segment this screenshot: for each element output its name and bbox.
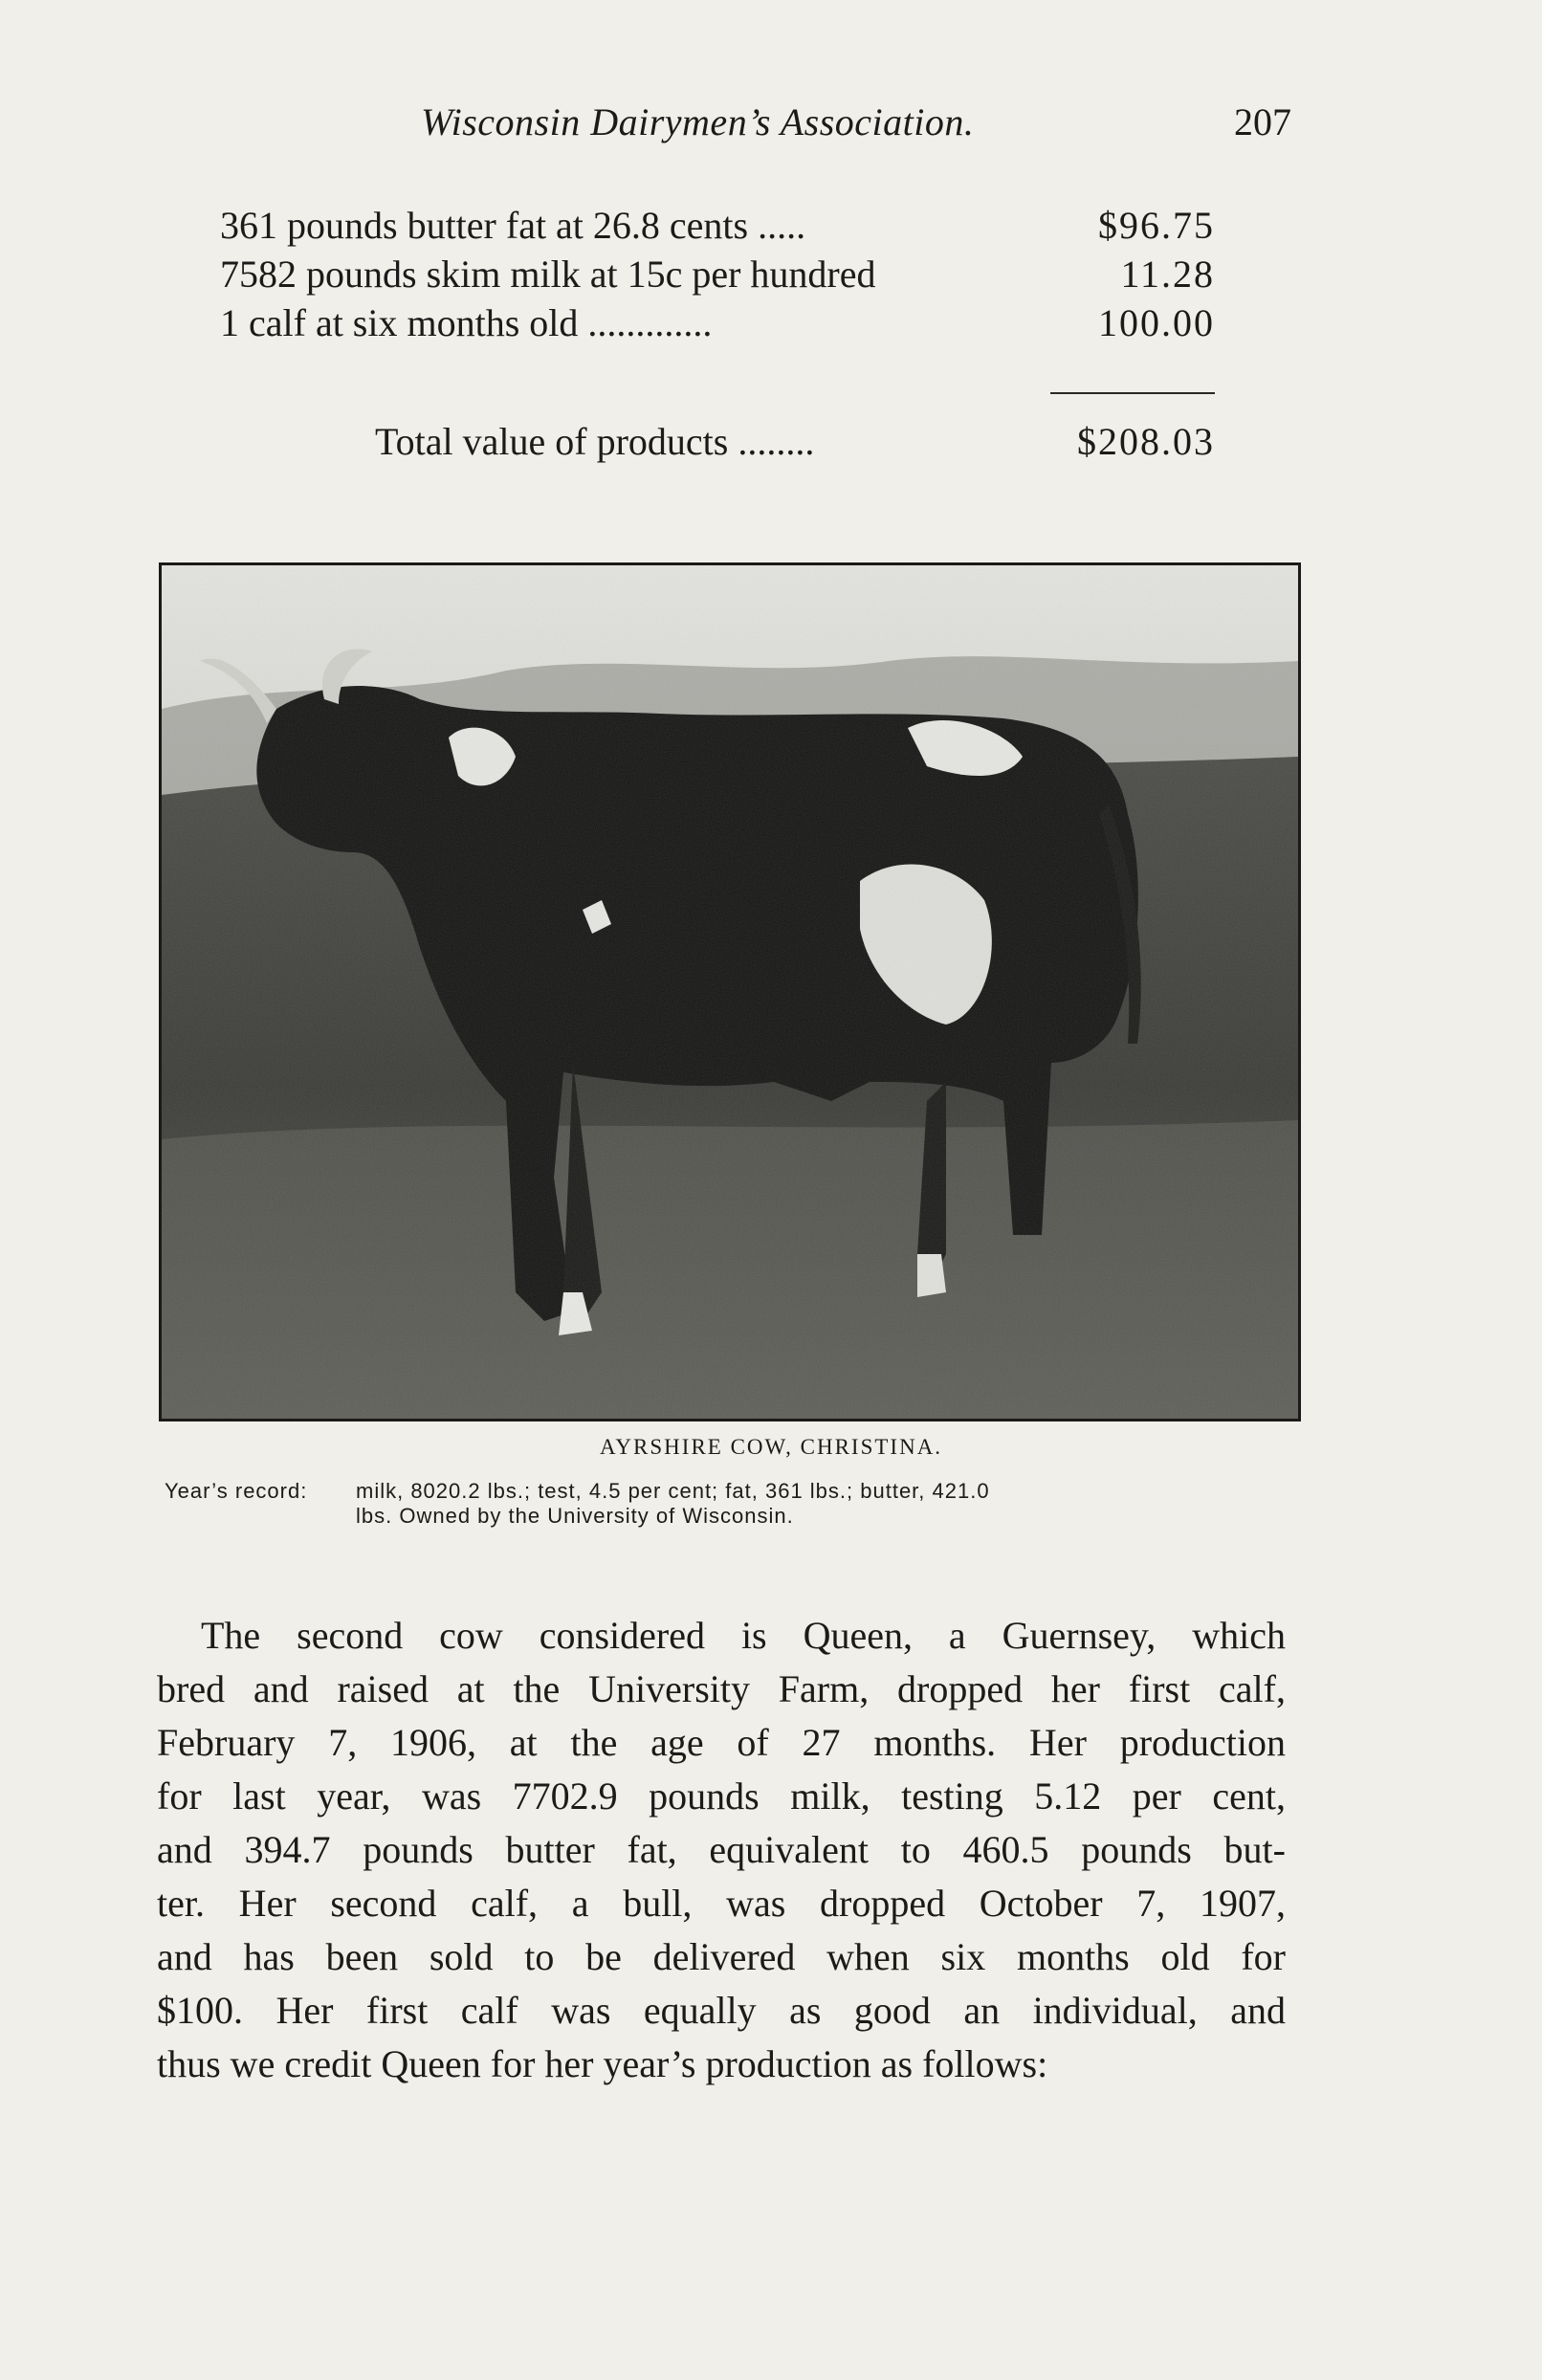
sum-rule <box>1050 392 1215 394</box>
ledger-row <box>220 252 1215 300</box>
ledger-total-description: Total value of products ........ <box>375 420 815 463</box>
paragraph-line: $100. Her first calf was equally as good an individual, and <box>157 1989 1286 2032</box>
figure-caption-title: AYRSHIRE COW, CHRISTINA. <box>599 1435 943 1459</box>
paragraph-line: for last year, was 7702.9 pounds milk, testing 5.12 per cent, <box>157 1774 1286 1818</box>
cow-photograph <box>159 562 1301 1421</box>
page-number: 207 <box>1234 100 1291 143</box>
paragraph-line: The second cow considered is Queen, a Guernsey, which <box>201 1614 1286 1657</box>
ledger-amount: 100.00 <box>1098 301 1215 344</box>
paragraph-line: and has been sold to be delivered when six months old for <box>157 1935 1286 1978</box>
caption-line: milk, 8020.2 lbs.; test, 4.5 per cent; fat, 361 lbs.; butter, 421.0 <box>356 1479 990 1503</box>
paragraph-line: ter. Her second calf, a bull, was dropped October 7, 1907, <box>157 1882 1286 1925</box>
ledger-total-row <box>220 419 1215 468</box>
paragraph-line: and 394.7 pounds butter fat, equivalent to 460.5 pounds but- <box>157 1828 1286 1871</box>
cow-photograph-image <box>162 565 1298 1419</box>
caption-line: lbs. Owned by the University of Wisconsin. <box>356 1504 794 1528</box>
ledger-description: 1 calf at six months old ............. <box>220 301 713 344</box>
paragraph-line: bred and raised at the University Farm, dropped her first calf, <box>157 1667 1286 1710</box>
ledger-amount: 11.28 <box>1120 253 1215 296</box>
paragraph-line: thus we credit Queen for her year’s production as follows: <box>157 2042 1048 2085</box>
ledger-description: 7582 pounds skim milk at 15c per hundred <box>220 253 876 296</box>
paragraph-line: February 7, 1906, at the age of 27 months. Her production <box>157 1721 1286 1764</box>
products-ledger <box>220 203 1215 349</box>
ledger-row <box>220 203 1215 252</box>
ledger-row <box>220 300 1215 349</box>
caption-lead: Year’s record: <box>165 1479 308 1503</box>
running-header: Wisconsin Dairymen’s Association. <box>421 100 975 143</box>
ledger-amount: $96.75 <box>1098 204 1215 247</box>
body-paragraph <box>157 1609 1286 2091</box>
ledger-total-amount: $208.03 <box>1077 420 1215 463</box>
ledger-description: 361 pounds butter fat at 26.8 cents ..... <box>220 204 806 247</box>
figure-caption-text <box>165 1479 1293 1529</box>
